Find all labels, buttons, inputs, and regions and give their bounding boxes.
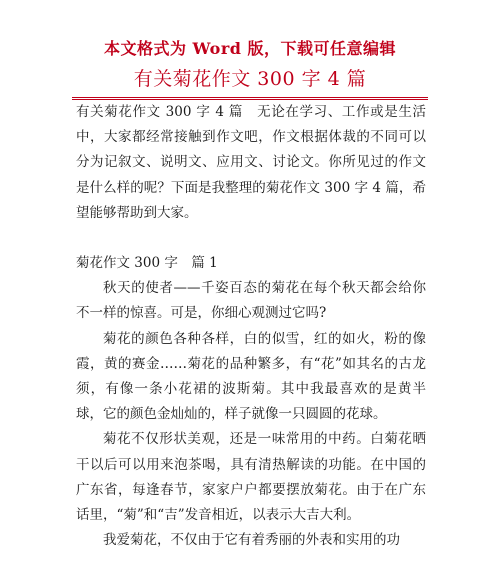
document-body — [76, 100, 426, 553]
intro-paragraph: 有关菊花作文 300 字 4 篇 无论在学习、工作或是生活中，大家都经常接触到作文吧，作文根据体裁的不同可以分为记叙文、说明文、应用文、讨论文。你所见过的作文是什么样的呢？下面是我整理的菊花作文 300 字 4 篇，希望能够帮助到大家。 — [76, 104, 426, 221]
body-paragraph-4: 我爱菊花，不仅由于它有着秀丽的外表和实用的功 — [103, 532, 400, 549]
document-title: 有关菊花作文 300 字 4 篇 — [133, 68, 367, 90]
body-paragraph-3: 菊花不仅形状美观，还是一味常用的中药。白菊花晒干以后可以用来泡茶喝，具有清热解读的功能。在中国的广东省，每逢春节，家家户户都要摆放菊花。由于在广东话里，“菊”和“吉”发音相近，以表示大吉大利。 — [76, 431, 426, 524]
body-paragraph-2: 菊花的颜色各种各样，白的似雪，红的如火，粉的像霞，黄的赛金……菊花的品种繁多，有“花”如其名的古龙须，有像一条小花裙的波斯菊。其中我最喜欢的是黄半球，它的颜色金灿灿的，样子就像一只圆圆的花球。 — [76, 330, 426, 423]
title-divider-top — [72, 97, 428, 98]
body-paragraph-1: 秋天的使者——千姿百态的菊花在每个秋天都会给你不一样的惊喜。可是，你细心观测过它吗? — [76, 280, 426, 322]
paragraph-spacer — [76, 226, 426, 251]
section-heading: 菊花作文 300 字 篇 1 — [76, 255, 218, 272]
format-notice: 本文格式为 Word 版，下载可任意编辑 — [103, 39, 397, 58]
